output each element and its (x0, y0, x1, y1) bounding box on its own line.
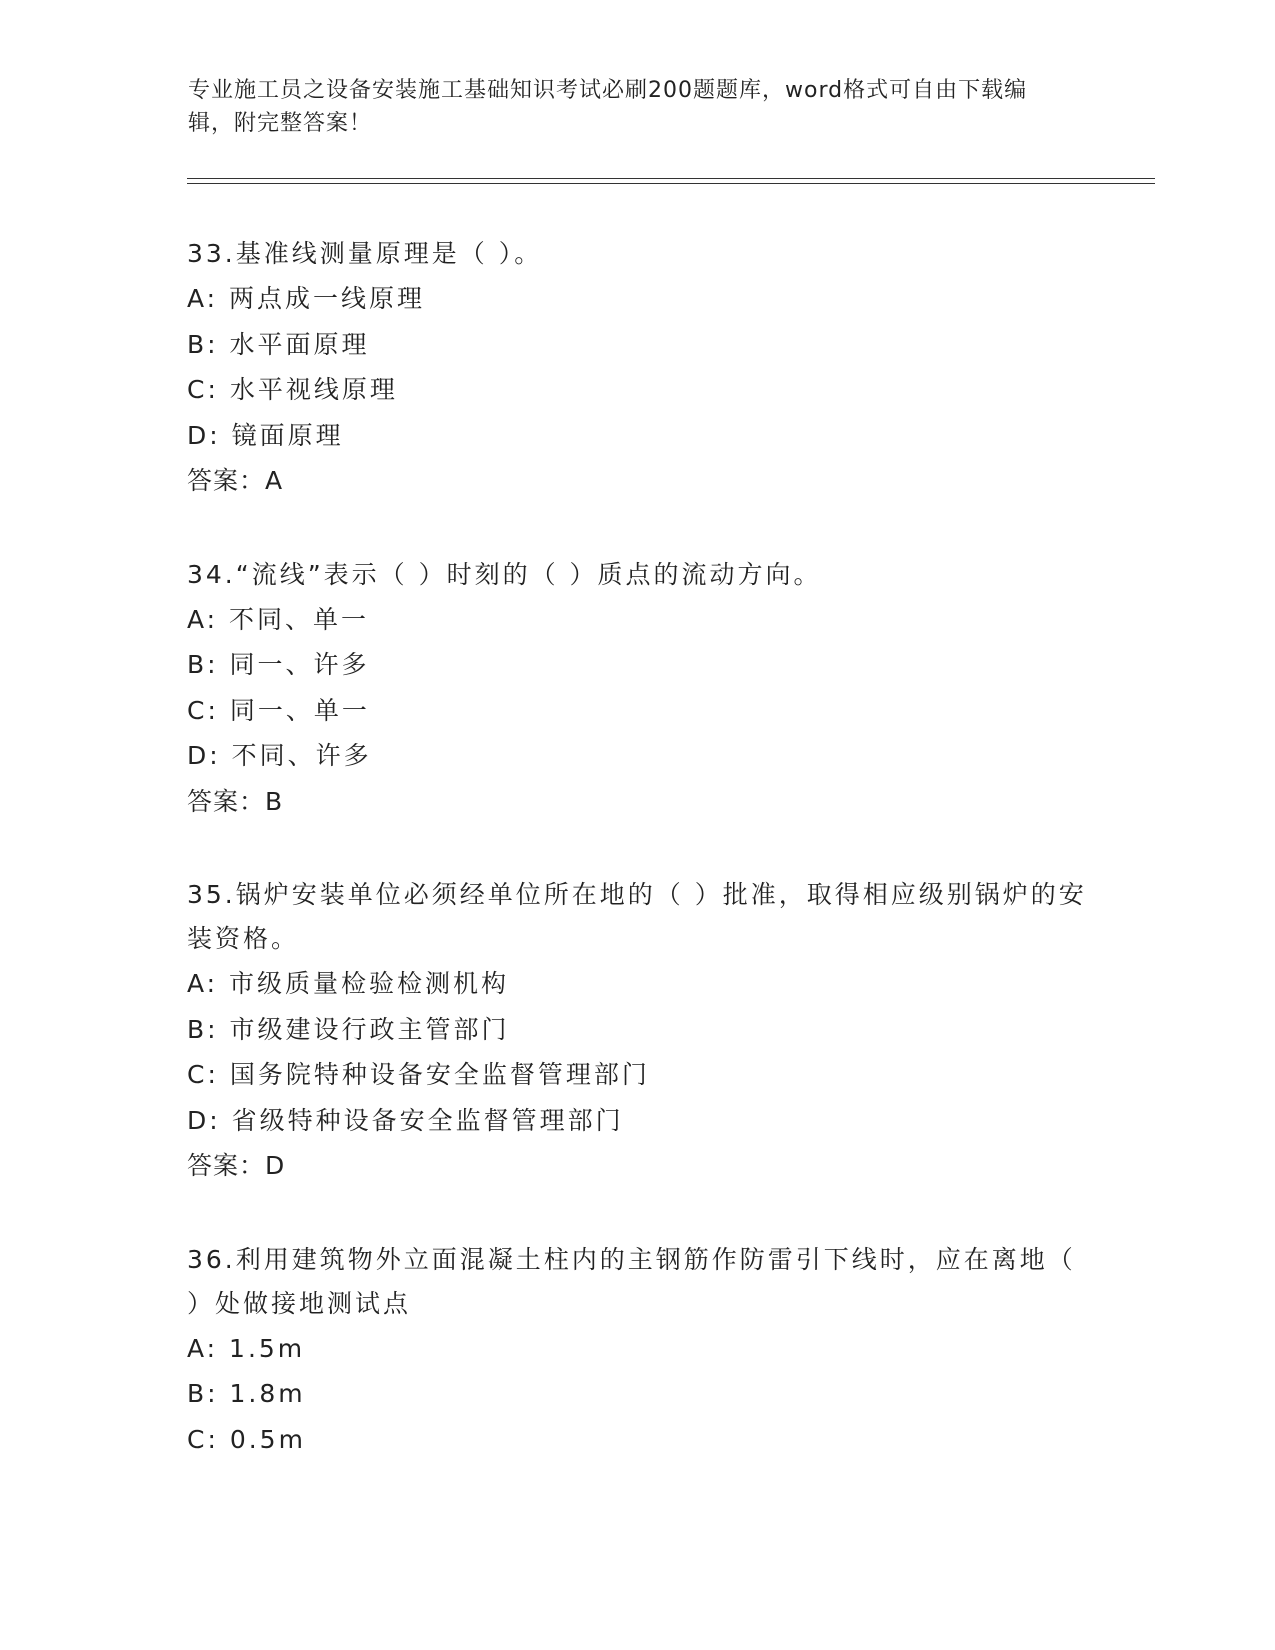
option-c: C: 水平视线原理 (187, 375, 398, 404)
option-d: D: 不同、许多 (187, 741, 372, 770)
question-stem: 34.“流线”表示（ ）时刻的（ ）质点的流动方向。 (187, 559, 822, 589)
option-a: A: 1.5m (187, 1333, 306, 1363)
answer-line: 答案：D (187, 1151, 286, 1180)
header-divider-bottom (187, 183, 1155, 184)
option-a: A: 不同、单一 (187, 604, 370, 634)
option-a: A: 两点成一线原理 (187, 284, 426, 313)
question-list (187, 232, 1087, 1511)
document-title: 专业施工员之设备安装施工基础知识考试必刷200题题库，word格式可自由下载编辑，附完整答案！ (188, 78, 1028, 136)
question-36 (187, 1238, 1087, 1463)
option-d: D: 省级特种设备安全监督管理部门 (187, 1105, 624, 1135)
option-b: B: 市级建设行政主管部门 (187, 1014, 510, 1044)
question-stem: 33.基准线测量原理是（ ）。 (187, 239, 543, 268)
option-c: C: 同一、单一 (187, 695, 370, 725)
question-35 (187, 873, 1087, 1189)
answer-line: 答案：A (187, 466, 284, 495)
option-c: C: 国务院特种设备安全监督管理部门 (187, 1060, 650, 1089)
option-b: B: 水平面原理 (187, 329, 370, 359)
question-stem: 35.锅炉安装单位必须经单位所在地的（ ）批准，取得相应级别锅炉的安装资格。 (187, 880, 1087, 953)
answer-line: 答案：B (187, 786, 284, 816)
option-d: D: 镜面原理 (187, 420, 344, 450)
option-c: C: 0.5m (187, 1424, 306, 1454)
option-a: A: 市级质量检验检测机构 (187, 969, 510, 998)
header-divider-top (187, 178, 1155, 179)
option-b: B: 同一、许多 (187, 650, 370, 679)
option-b: B: 1.8m (187, 1379, 306, 1408)
question-stem: 36.利用建筑物外立面混凝土柱内的主钢筋作防雷引下线时，应在离地（ ）处做接地测试点 (187, 1244, 1076, 1318)
question-33 (187, 232, 1087, 504)
question-34 (187, 553, 1087, 825)
